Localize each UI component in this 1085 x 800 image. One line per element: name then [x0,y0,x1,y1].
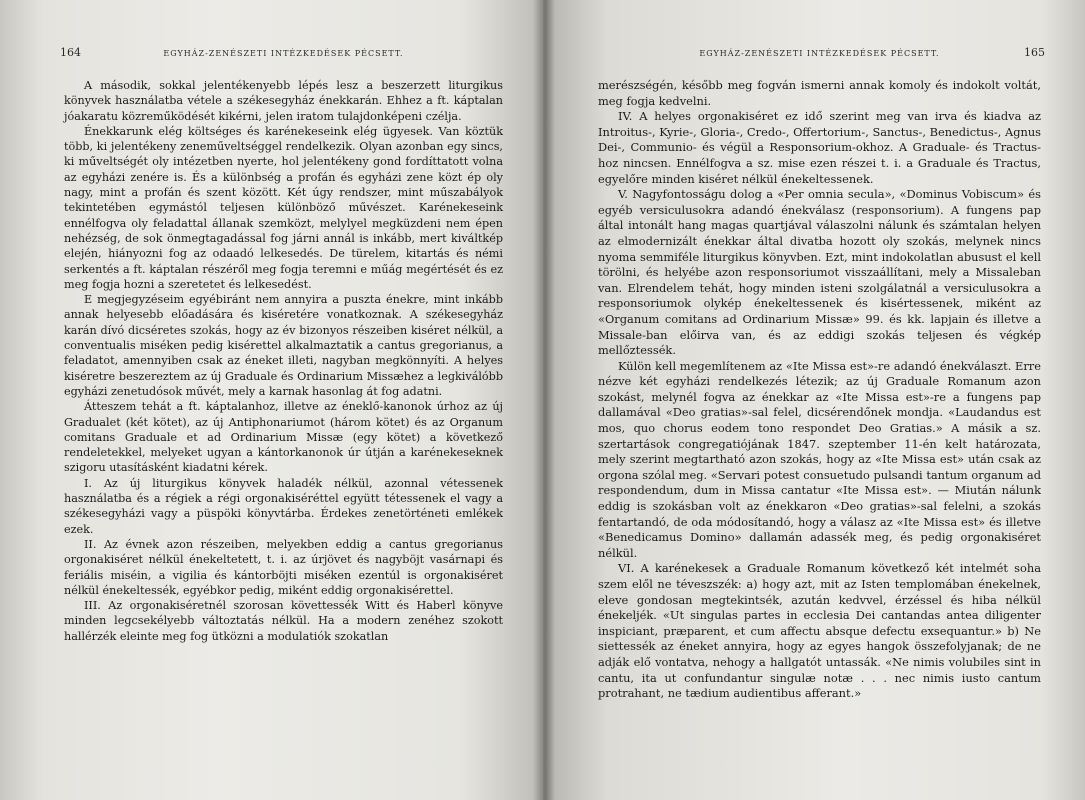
book-gutter [533,0,555,800]
paragraph: II. Az évnek azon részeiben, melyekben eddig a cantus gregorianus orgonakiséret nélkül énekeltetett, t. i. az úrjövet és nagyböjt vasárnapi és feriális miséin, a vigilia és kántorböjti miséken ezentúl is orgonakiséret nélkül énekeltessék, egyébkor pedig, miként eddig orgonakisérettel. [64,537,503,597]
right-page-text [598,78,1041,702]
right-page [543,0,1085,800]
right-page-number: 165 [1024,46,1045,59]
right-running-head [598,44,1045,64]
paragraph: III. Az orgonakiséretnél szorosan követtessék Witt és Haberl könyve minden legcsekélyebb változtatás nélkül. Ha a modern zenéhez szokott hallérzék eleinte meg fog ütközni a modulatiók szokatlan [64,599,503,643]
paragraph: Átteszem tehát a ft. káptalanhoz, illetve az éneklő-kanonok úrhoz az új Gradualet (két kötet), az új Antiphonariumot (három kötet) és az Organum comitans Graduale et ad Ordinarium Missæ (egy kötet) a következő rendeletekkel, melyeket ugyan a kántorkanonok úr útján a karénekeseknek szigoru utasításként kiadatni kérek. [64,400,503,475]
paragraph-continuation: merészségén, később meg fogván ismerni annak komoly és indokolt voltát, meg fogja kedvelni. [598,78,1041,108]
paragraph: VI. A karénekesek a Graduale Romanum következő két intelmét soha szem elől ne téveszszék: a) hogy azt, mit az Isten templomában énekelnek, eleve gondosan megtekintsék, azután kedvvel, érzéssel és hiba nélkül énekeljék. «Ut singulas partes in ecclesia Dei cantandas antea diligenter inspiciant, præparent, et cum affectu absque defectu exsequantur.» b) Ne siettessék az éneket annyira, hogy az egyes hangok összefolyjanak; de ne adják elő vontatva, nehogy a hallgatót untassák. «Ne nimis volubiles sint in cantu, ita ut confundantur singulæ notæ . . . nec nimis iusto cantum protrahant, ne tædium audientibus afferant.» [598,561,1041,701]
left-page-text [64,78,503,644]
paragraph: Énekkarunk elég költséges és karénekeseink elég ügyesek. Van köztük több, ki jelentékeny zeneműveltséggel rendelkezik. Olyan azonban egy sincs, ki műveltségét oly intézetben nyerte, hol jelentékeny gond fordíttatott volna az egyházi zenére is. És a különbség a profán és egyházi zene közt ép oly nagy, mint a profán és szent között. Két úgy rendszer, mint műszabályok tekintetében egymástól teljesen különböző művészet. Karénekeseink ennélfogva oly feladattal állanak szemközt, melylyel megküzdeni nem épen nehézség, de sok önmegtagadással fog járni annál is inkább, mert kiváltkép elején, hiányozni fog az odaadó lelkesedés. De türelem, kitartás és némi serkentés a ft. káptalan részéről meg fogja teremni e műág megértését és ez meg fogja hozni a szeretetet és lelkesedést. [64,124,503,291]
left-running-title: EGYHÁZ-ZENÉSZETI INTÉZKEDÉSEK PÉCSETT. [163,49,404,58]
paragraph: V. Nagyfontosságu dolog a «Per omnia secula», «Dominus Vobiscum» és egyéb versiculusokra adandó énekválasz (responsorium). A fungens pap által intonált hang magas quartjával válaszolni nálunk és számtalan helyen az elmodernizált énekkar által divatba hozott oly szokás, melynek nincs nyoma semmiféle liturgikus könyvben. Ezt, mint indokolatlan abusust el kell törölni, és helyébe azon responsoriumot visszaállítani, mely a Missaleban van. Elrendelem tehát, hogy minden isteni szolgálatnál a versiculusokra a responsoriumok olykép énekeltessenek és kisértessenek, miként az «Organum comitans ad Ordinarium Missæ» 99. és kk. lapjain és illetve a Missale-ban előirva van, és az eddigi szokás teljesen és végkép mellőztessék. [598,187,1041,358]
paragraph: E megjegyzéseim egyébiránt nem annyira a puszta énekre, mint inkább annak helyesebb előadására és kiséretére vonatkoznak. A székesegyház karán dívó dicséretes szokás, hogy az év bizonyos részeiben kiséret nélkül, a conventualis miséken pedig kisérettel alkalmaztatik a cantus gregorianus, a feladatot, amennyiben csak az éneket illeti, nagyban megkönnyíti. A helyes kiséretre beszereztem az új Graduale és Ordinarium Missæhez a legkiválóbb egyházi zenetudósok művét, mely a karnak hasonlag át fog adatni. [64,293,503,398]
paragraph: Külön kell megemlítenem az «Ite Missa est»-re adandó énekválaszt. Erre nézve két egyházi rendelkezés létezik; az új Graduale Romanum azon szokást, melynél fogva az énekkar az «Ite Missa est»-re a fungens pap dallamával «Deo gratias»-sal felel, dicsérendőnek mondja. «Laudandus est mos, quo chorus eodem tono respondet Deo Gratias.» A másik a sz. szertartások congregatiójának 1847. szeptember 11-én kelt határozata, mely szerint megtartható azon szokás, hogy az «Ite Missa est» után csak az orgona szólal meg. «Servari potest consuetudo pulsandi tantum organum ad respondendum, dum in Missa cantatur «Ite Missa est». — Miután nálunk eddig is szokásban volt az énekkaron «Deo gratias»-sal felelni, a szokás fentartandó, de oda módosítandó, hogy a válasz az «Ite Missa est» és illetve «Benedicamus Domino» dallamán adassék meg, és pedig orgonakiséret nélkül. [598,358,1041,560]
paragraph: A második, sokkal jelentékenyebb lépés lesz a beszerzett liturgikus könyvek használatba vétele a székesegyház énekkarán. Ehhez a ft. káptalan jóakaratu közreműködését kikérni, jelen iratom tulajdonképeni czélja. [64,79,503,123]
left-page-number: 164 [60,46,81,59]
right-running-title: EGYHÁZ-ZENÉSZETI INTÉZKEDÉSEK PÉCSETT. [699,49,940,58]
left-running-head [60,44,503,64]
paragraph: IV. A helyes orgonakiséret ez idő szerint meg van irva és kiadva az Introitus-, Kyrie-, Gloria-, Credo-, Offertorium-, Sanctus-, Benedictus-, Agnus Dei-, Communio- és végül a Responsorium-okhoz. A Graduale- és Tractus-hoz nincsen. Ennélfogva a sz. mise ezen részei t. i. a Graduale és Tractus, egyelőre minden kiséret nélkül énekeltessenek. [598,109,1041,186]
paragraph: I. Az új liturgikus könyvek haladék nélkül, azonnal vétessenek használatba és a régiek a régi orgonakiséréttel együtt tétessenek el vagy a székesegyházi vagy a püspöki könyvtárba. Érdekes zenetörténeti emlékek ezek. [64,476,503,536]
